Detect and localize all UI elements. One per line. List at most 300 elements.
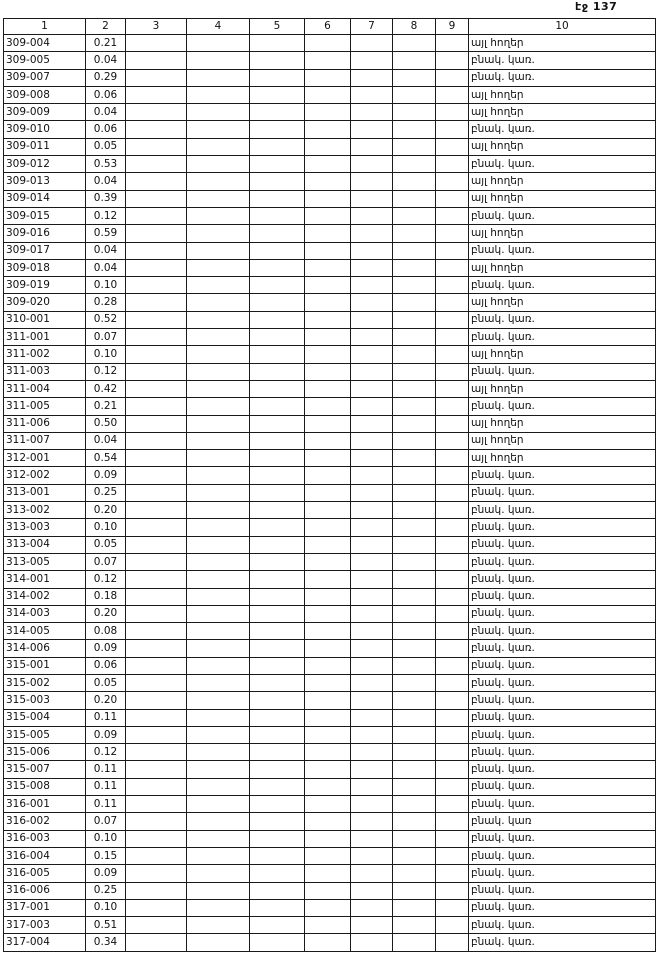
empty-cell-4 <box>187 692 250 709</box>
empty-cell-7 <box>351 225 393 242</box>
area-cell: 0.25 <box>86 882 126 899</box>
empty-cell-8 <box>393 917 436 934</box>
empty-cell-7 <box>351 640 393 657</box>
land-use-cell: այլ հողեր <box>469 415 656 432</box>
parcel-code-cell: 309-016 <box>4 225 86 242</box>
empty-cell-8 <box>393 259 436 276</box>
empty-cell-5 <box>250 52 305 69</box>
land-use-cell: այլ հողեր <box>469 35 656 52</box>
parcel-code-cell: 315-004 <box>4 709 86 726</box>
land-use-cell: այլ հողեր <box>469 138 656 155</box>
area-cell: 0.25 <box>86 484 126 501</box>
table-row <box>4 380 656 397</box>
empty-cell-5 <box>250 156 305 173</box>
parcel-code-cell: 309-010 <box>4 121 86 138</box>
empty-cell-4 <box>187 104 250 121</box>
empty-cell-6 <box>305 294 351 311</box>
empty-cell-3 <box>126 623 187 640</box>
empty-cell-7 <box>351 709 393 726</box>
empty-cell-4 <box>187 259 250 276</box>
empty-cell-6 <box>305 813 351 830</box>
table-row <box>4 830 656 847</box>
area-cell: 0.54 <box>86 450 126 467</box>
land-use-cell: բնակ. կառ. <box>469 363 656 380</box>
parcel-code-cell: 316-003 <box>4 830 86 847</box>
empty-cell-6 <box>305 450 351 467</box>
parcel-code-cell: 309-011 <box>4 138 86 155</box>
empty-cell-6 <box>305 225 351 242</box>
land-use-cell: բնակ. կառ. <box>469 761 656 778</box>
table-row <box>4 865 656 882</box>
area-cell: 0.08 <box>86 623 126 640</box>
empty-cell-5 <box>250 502 305 519</box>
empty-cell-8 <box>393 899 436 916</box>
empty-cell-6 <box>305 536 351 553</box>
area-cell: 0.04 <box>86 104 126 121</box>
empty-cell-8 <box>393 432 436 449</box>
land-use-cell: բնակ. կառ. <box>469 623 656 640</box>
table-row <box>4 657 656 674</box>
empty-cell-3 <box>126 69 187 86</box>
empty-cell-3 <box>126 588 187 605</box>
empty-cell-5 <box>250 363 305 380</box>
land-use-cell: այլ հողեր <box>469 173 656 190</box>
table-row <box>4 450 656 467</box>
empty-cell-8 <box>393 35 436 52</box>
table-row <box>4 502 656 519</box>
parcel-code-cell: 317-003 <box>4 917 86 934</box>
empty-cell-3 <box>126 311 187 328</box>
area-cell: 0.11 <box>86 778 126 795</box>
empty-cell-8 <box>393 346 436 363</box>
empty-cell-9 <box>436 173 469 190</box>
empty-cell-7 <box>351 519 393 536</box>
empty-cell-6 <box>305 934 351 951</box>
empty-cell-3 <box>126 709 187 726</box>
parcel-code-cell: 311-005 <box>4 398 86 415</box>
empty-cell-3 <box>126 138 187 155</box>
empty-cell-9 <box>436 934 469 951</box>
empty-cell-8 <box>393 86 436 103</box>
table-row <box>4 69 656 86</box>
table-row <box>4 121 656 138</box>
empty-cell-3 <box>126 536 187 553</box>
table-row <box>4 398 656 415</box>
empty-cell-9 <box>436 484 469 501</box>
empty-cell-5 <box>250 709 305 726</box>
empty-cell-4 <box>187 744 250 761</box>
empty-cell-7 <box>351 571 393 588</box>
parcel-code-cell: 313-001 <box>4 484 86 501</box>
empty-cell-7 <box>351 277 393 294</box>
empty-cell-4 <box>187 173 250 190</box>
empty-cell-9 <box>436 259 469 276</box>
empty-cell-8 <box>393 796 436 813</box>
parcel-code-cell: 315-006 <box>4 744 86 761</box>
empty-cell-4 <box>187 225 250 242</box>
empty-cell-5 <box>250 259 305 276</box>
empty-cell-3 <box>126 225 187 242</box>
empty-cell-4 <box>187 761 250 778</box>
land-use-cell: բնակ. կառ. <box>469 242 656 259</box>
empty-cell-6 <box>305 242 351 259</box>
empty-cell-3 <box>126 450 187 467</box>
area-cell: 0.05 <box>86 674 126 691</box>
parcel-code-cell: 316-002 <box>4 813 86 830</box>
area-cell: 0.21 <box>86 35 126 52</box>
empty-cell-5 <box>250 536 305 553</box>
empty-cell-7 <box>351 104 393 121</box>
parcel-code-cell: 314-006 <box>4 640 86 657</box>
empty-cell-7 <box>351 69 393 86</box>
land-use-cell: բնակ. կառ. <box>469 52 656 69</box>
empty-cell-8 <box>393 519 436 536</box>
land-use-cell: այլ հողեր <box>469 225 656 242</box>
empty-cell-4 <box>187 726 250 743</box>
empty-cell-8 <box>393 363 436 380</box>
land-use-cell: բնակ. կառ. <box>469 899 656 916</box>
empty-cell-7 <box>351 744 393 761</box>
table-row <box>4 86 656 103</box>
area-cell: 0.07 <box>86 329 126 346</box>
empty-cell-8 <box>393 813 436 830</box>
empty-cell-4 <box>187 35 250 52</box>
empty-cell-7 <box>351 674 393 691</box>
land-use-cell: այլ հողեր <box>469 294 656 311</box>
empty-cell-8 <box>393 778 436 795</box>
area-cell: 0.20 <box>86 692 126 709</box>
table-row <box>4 605 656 622</box>
empty-cell-3 <box>126 692 187 709</box>
table-row <box>4 225 656 242</box>
table-row <box>4 294 656 311</box>
empty-cell-5 <box>250 796 305 813</box>
empty-cell-3 <box>126 865 187 882</box>
empty-cell-5 <box>250 346 305 363</box>
empty-cell-3 <box>126 502 187 519</box>
table-row <box>4 52 656 69</box>
empty-cell-7 <box>351 796 393 813</box>
empty-cell-5 <box>250 657 305 674</box>
area-cell: 0.09 <box>86 467 126 484</box>
empty-cell-5 <box>250 830 305 847</box>
parcel-code-cell: 316-001 <box>4 796 86 813</box>
column-header: 2 <box>86 19 126 35</box>
empty-cell-8 <box>393 294 436 311</box>
empty-cell-4 <box>187 778 250 795</box>
empty-cell-6 <box>305 329 351 346</box>
empty-cell-8 <box>393 502 436 519</box>
table-row <box>4 329 656 346</box>
area-cell: 0.12 <box>86 207 126 224</box>
empty-cell-3 <box>126 674 187 691</box>
empty-cell-3 <box>126 173 187 190</box>
table-row <box>4 415 656 432</box>
empty-cell-3 <box>126 259 187 276</box>
empty-cell-3 <box>126 934 187 951</box>
empty-cell-6 <box>305 52 351 69</box>
area-cell: 0.34 <box>86 934 126 951</box>
empty-cell-9 <box>436 35 469 52</box>
page-number-label: էջ 137 <box>575 0 618 13</box>
table-row <box>4 484 656 501</box>
area-cell: 0.20 <box>86 605 126 622</box>
land-use-cell: բնակ. կառ. <box>469 553 656 570</box>
parcel-code-cell: 315-002 <box>4 674 86 691</box>
empty-cell-9 <box>436 709 469 726</box>
empty-cell-4 <box>187 467 250 484</box>
empty-cell-6 <box>305 657 351 674</box>
empty-cell-7 <box>351 173 393 190</box>
land-use-cell: բնակ. կառ <box>469 813 656 830</box>
empty-cell-4 <box>187 69 250 86</box>
empty-cell-8 <box>393 467 436 484</box>
empty-cell-4 <box>187 553 250 570</box>
table-row <box>4 588 656 605</box>
empty-cell-3 <box>126 415 187 432</box>
land-use-cell: բնակ. կառ. <box>469 277 656 294</box>
parcel-code-cell: 309-014 <box>4 190 86 207</box>
empty-cell-4 <box>187 674 250 691</box>
land-use-cell: բնակ. կառ. <box>469 605 656 622</box>
column-header: 10 <box>469 19 656 35</box>
empty-cell-6 <box>305 882 351 899</box>
empty-cell-9 <box>436 796 469 813</box>
empty-cell-9 <box>436 277 469 294</box>
area-cell: 0.04 <box>86 242 126 259</box>
empty-cell-9 <box>436 450 469 467</box>
table-row <box>4 934 656 951</box>
empty-cell-4 <box>187 796 250 813</box>
empty-cell-3 <box>126 277 187 294</box>
empty-cell-6 <box>305 761 351 778</box>
empty-cell-8 <box>393 207 436 224</box>
empty-cell-6 <box>305 709 351 726</box>
empty-cell-7 <box>351 605 393 622</box>
table-row <box>4 363 656 380</box>
parcel-code-cell: 313-002 <box>4 502 86 519</box>
parcel-code-cell: 309-017 <box>4 242 86 259</box>
empty-cell-8 <box>393 329 436 346</box>
empty-cell-9 <box>436 52 469 69</box>
area-cell: 0.04 <box>86 259 126 276</box>
empty-cell-6 <box>305 778 351 795</box>
empty-cell-5 <box>250 726 305 743</box>
table-body <box>4 35 656 952</box>
table-row <box>4 104 656 121</box>
empty-cell-9 <box>436 69 469 86</box>
empty-cell-3 <box>126 190 187 207</box>
empty-cell-4 <box>187 294 250 311</box>
table-row <box>4 311 656 328</box>
land-use-cell: բնակ. կառ. <box>469 847 656 864</box>
empty-cell-9 <box>436 778 469 795</box>
area-cell: 0.05 <box>86 138 126 155</box>
table-row <box>4 519 656 536</box>
empty-cell-3 <box>126 917 187 934</box>
area-cell: 0.06 <box>86 86 126 103</box>
empty-cell-9 <box>436 207 469 224</box>
empty-cell-3 <box>126 778 187 795</box>
table-row <box>4 640 656 657</box>
empty-cell-3 <box>126 380 187 397</box>
table-row <box>4 796 656 813</box>
parcel-code-cell: 309-013 <box>4 173 86 190</box>
column-header: 8 <box>393 19 436 35</box>
empty-cell-7 <box>351 156 393 173</box>
empty-cell-6 <box>305 744 351 761</box>
land-use-cell: բնակ. կառ. <box>469 519 656 536</box>
table-row <box>4 847 656 864</box>
parcel-code-cell: 309-004 <box>4 35 86 52</box>
empty-cell-5 <box>250 571 305 588</box>
empty-cell-7 <box>351 847 393 864</box>
empty-cell-9 <box>436 605 469 622</box>
empty-cell-9 <box>436 657 469 674</box>
table-row <box>4 692 656 709</box>
parcel-code-cell: 315-007 <box>4 761 86 778</box>
land-use-cell: բնակ. կառ. <box>469 778 656 795</box>
empty-cell-9 <box>436 363 469 380</box>
empty-cell-5 <box>250 311 305 328</box>
empty-cell-7 <box>351 502 393 519</box>
empty-cell-8 <box>393 744 436 761</box>
area-cell: 0.09 <box>86 640 126 657</box>
empty-cell-9 <box>436 917 469 934</box>
empty-cell-8 <box>393 571 436 588</box>
parcel-code-cell: 315-001 <box>4 657 86 674</box>
empty-cell-7 <box>351 398 393 415</box>
empty-cell-6 <box>305 519 351 536</box>
empty-cell-9 <box>436 294 469 311</box>
empty-cell-9 <box>436 588 469 605</box>
table-row <box>4 778 656 795</box>
empty-cell-4 <box>187 657 250 674</box>
empty-cell-3 <box>126 346 187 363</box>
area-cell: 0.12 <box>86 571 126 588</box>
empty-cell-4 <box>187 363 250 380</box>
land-use-cell: բնակ. կառ. <box>469 484 656 501</box>
empty-cell-7 <box>351 778 393 795</box>
empty-cell-6 <box>305 380 351 397</box>
empty-cell-6 <box>305 674 351 691</box>
empty-cell-9 <box>436 674 469 691</box>
parcel-code-cell: 314-001 <box>4 571 86 588</box>
empty-cell-8 <box>393 104 436 121</box>
empty-cell-7 <box>351 813 393 830</box>
empty-cell-8 <box>393 190 436 207</box>
parcel-code-cell: 313-005 <box>4 553 86 570</box>
empty-cell-6 <box>305 363 351 380</box>
empty-cell-3 <box>126 830 187 847</box>
parcel-code-cell: 314-003 <box>4 605 86 622</box>
parcel-code-cell: 309-019 <box>4 277 86 294</box>
empty-cell-3 <box>126 657 187 674</box>
empty-cell-6 <box>305 899 351 916</box>
column-header: 3 <box>126 19 187 35</box>
land-use-cell: բնակ. կառ. <box>469 674 656 691</box>
empty-cell-7 <box>351 450 393 467</box>
empty-cell-7 <box>351 86 393 103</box>
empty-cell-4 <box>187 882 250 899</box>
empty-cell-6 <box>305 640 351 657</box>
empty-cell-6 <box>305 865 351 882</box>
empty-cell-7 <box>351 865 393 882</box>
empty-cell-8 <box>393 225 436 242</box>
land-use-cell: բնակ. կառ. <box>469 744 656 761</box>
area-cell: 0.05 <box>86 536 126 553</box>
empty-cell-7 <box>351 657 393 674</box>
empty-cell-5 <box>250 173 305 190</box>
table-row <box>4 173 656 190</box>
table-row <box>4 709 656 726</box>
empty-cell-3 <box>126 605 187 622</box>
empty-cell-5 <box>250 778 305 795</box>
land-use-cell: բնակ. կառ. <box>469 588 656 605</box>
column-header: 7 <box>351 19 393 35</box>
empty-cell-3 <box>126 86 187 103</box>
parcel-code-cell: 311-002 <box>4 346 86 363</box>
empty-cell-4 <box>187 519 250 536</box>
land-use-cell: այլ հողեր <box>469 104 656 121</box>
empty-cell-7 <box>351 899 393 916</box>
land-use-cell: այլ հողեր <box>469 432 656 449</box>
area-cell: 0.20 <box>86 502 126 519</box>
land-use-cell: այլ հողեր <box>469 259 656 276</box>
area-cell: 0.10 <box>86 277 126 294</box>
empty-cell-6 <box>305 311 351 328</box>
parcel-code-cell: 317-001 <box>4 899 86 916</box>
empty-cell-9 <box>436 346 469 363</box>
column-header: 6 <box>305 19 351 35</box>
empty-cell-8 <box>393 156 436 173</box>
parcel-code-cell: 314-005 <box>4 623 86 640</box>
empty-cell-5 <box>250 277 305 294</box>
parcel-code-cell: 316-004 <box>4 847 86 864</box>
table-row <box>4 917 656 934</box>
empty-cell-8 <box>393 138 436 155</box>
empty-cell-5 <box>250 692 305 709</box>
table-row <box>4 571 656 588</box>
empty-cell-5 <box>250 588 305 605</box>
parcel-code-cell: 311-007 <box>4 432 86 449</box>
empty-cell-8 <box>393 640 436 657</box>
empty-cell-8 <box>393 69 436 86</box>
parcel-code-cell: 317-004 <box>4 934 86 951</box>
area-cell: 0.42 <box>86 380 126 397</box>
area-cell: 0.51 <box>86 917 126 934</box>
empty-cell-6 <box>305 692 351 709</box>
empty-cell-3 <box>126 640 187 657</box>
empty-cell-3 <box>126 35 187 52</box>
empty-cell-3 <box>126 363 187 380</box>
empty-cell-6 <box>305 156 351 173</box>
table-row <box>4 467 656 484</box>
empty-cell-4 <box>187 571 250 588</box>
area-cell: 0.07 <box>86 553 126 570</box>
empty-cell-4 <box>187 830 250 847</box>
empty-cell-8 <box>393 674 436 691</box>
empty-cell-4 <box>187 432 250 449</box>
empty-cell-7 <box>351 121 393 138</box>
empty-cell-3 <box>126 398 187 415</box>
empty-cell-6 <box>305 726 351 743</box>
empty-cell-7 <box>351 52 393 69</box>
empty-cell-6 <box>305 796 351 813</box>
area-cell: 0.11 <box>86 709 126 726</box>
empty-cell-7 <box>351 588 393 605</box>
empty-cell-5 <box>250 207 305 224</box>
